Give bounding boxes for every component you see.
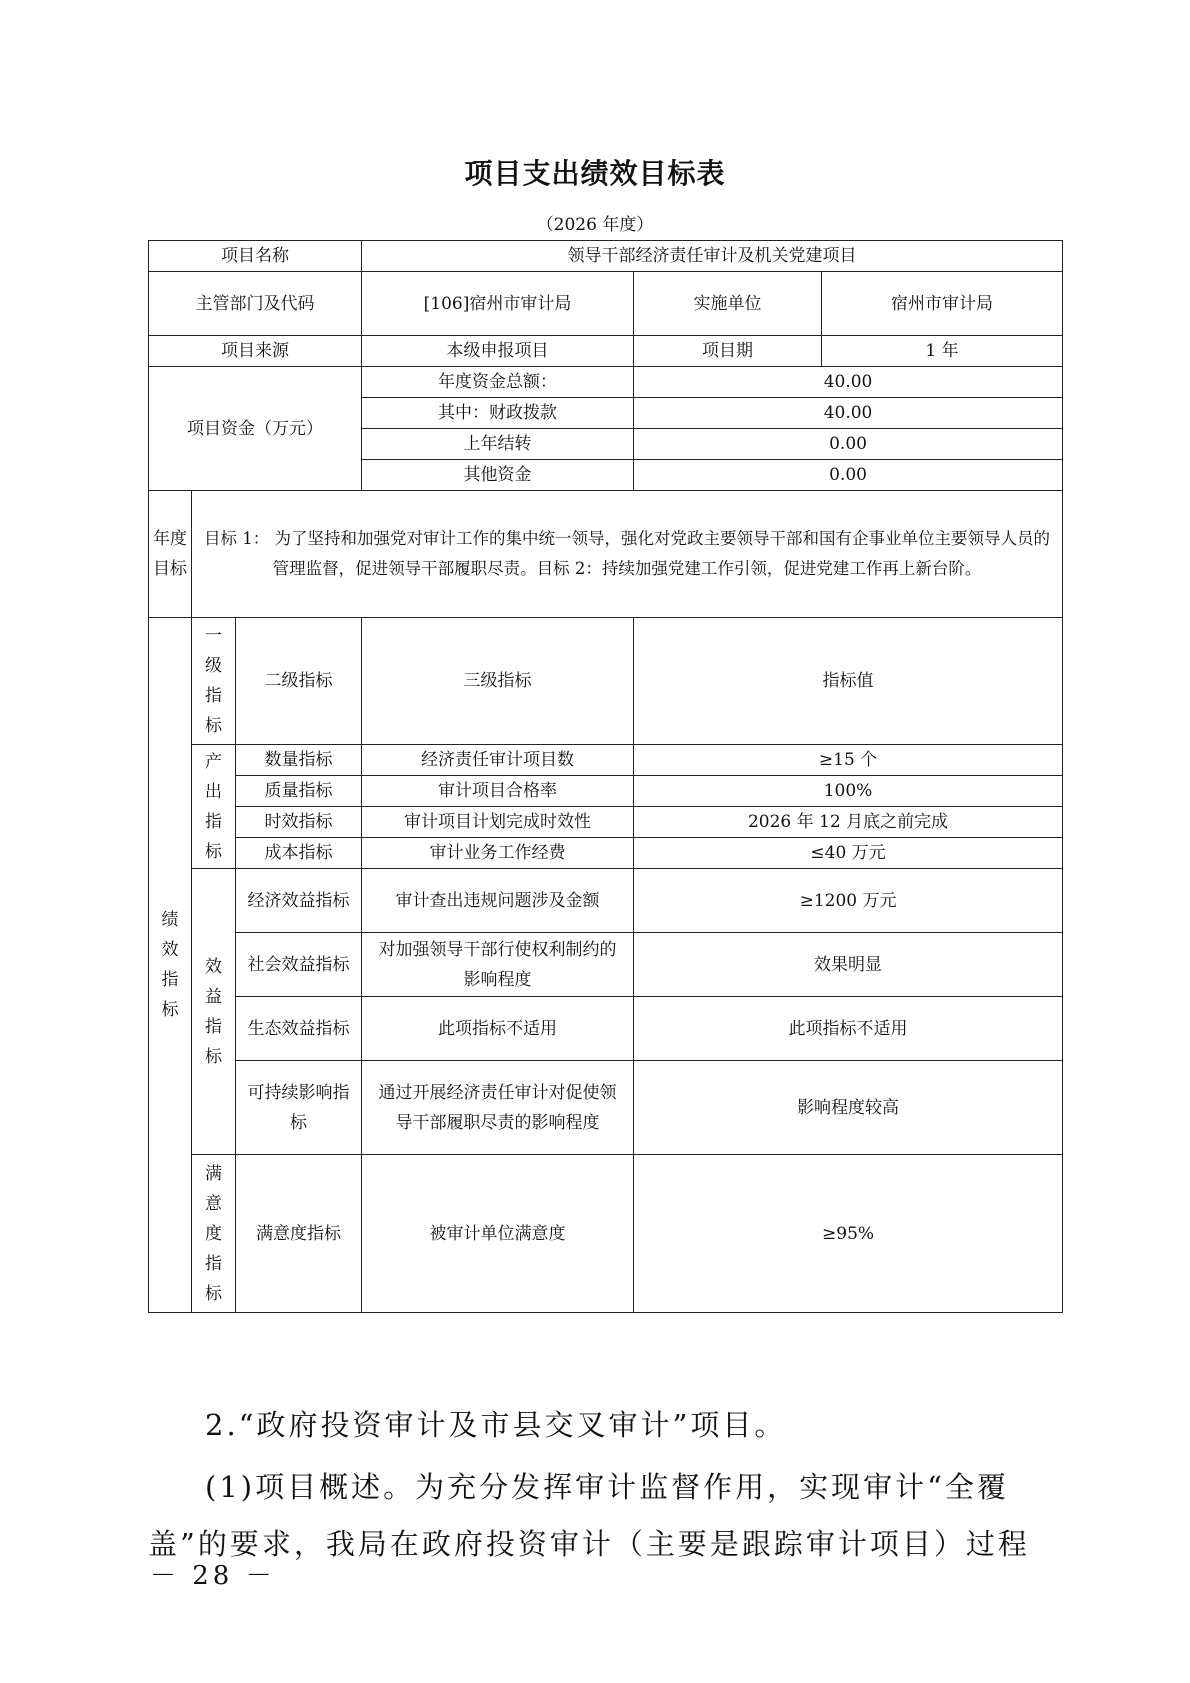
benefit-l2: 生态效益指标	[236, 997, 362, 1061]
value-header: 指标值	[634, 618, 1063, 745]
funds-carryover-label: 上年结转	[362, 429, 634, 460]
funds-carryover-value: 0.00	[634, 429, 1063, 460]
benefit-l3: 审计查出违规问题涉及金额	[362, 869, 634, 933]
level2-header: 二级指标	[236, 618, 362, 745]
funds-total-label: 年度资金总额：	[362, 367, 634, 398]
output-l3: 经济责任审计项目数	[362, 745, 634, 776]
level3-header: 三级指标	[362, 618, 634, 745]
output-l2: 成本指标	[236, 838, 362, 869]
period-label: 项目期	[634, 336, 822, 367]
output-group-label: 产出指标	[192, 745, 236, 869]
annual-goal-text: 目标 1： 为了坚持和加强党对审计工作的集中统一领导，强化对党政主要领导干部和国有企事业单位主要领导人员的管理监督，促进领导干部履职尽责。目标 2：持续加强党建工作引领，促进党建工作再上新台阶。	[192, 491, 1063, 618]
table-row	[149, 933, 1063, 997]
benefit-l3: 此项指标不适用	[362, 997, 634, 1061]
benefit-group-label: 效益指标	[192, 869, 236, 1155]
table-row	[149, 869, 1063, 933]
table-row	[149, 336, 1063, 367]
table-row	[149, 776, 1063, 807]
output-l3: 审计业务工作经费	[362, 838, 634, 869]
project-name-value: 领导干部经济责任审计及机关党建项目	[362, 241, 1063, 272]
table-row	[149, 807, 1063, 838]
funds-fiscal-value: 40.00	[634, 398, 1063, 429]
output-l2: 时效指标	[236, 807, 362, 838]
output-value: ≤40 万元	[634, 838, 1063, 869]
funds-other-value: 0.00	[634, 460, 1063, 491]
impl-unit-label: 实施单位	[634, 272, 822, 336]
satisfaction-l3: 被审计单位满意度	[362, 1155, 634, 1313]
output-value: 100%	[634, 776, 1063, 807]
table-row	[149, 367, 1063, 398]
table-row	[149, 1155, 1063, 1313]
page-title: 项目支出绩效目标表	[464, 157, 726, 190]
satisfaction-group-label: 满意度指标	[192, 1155, 236, 1313]
benefit-value: 效果明显	[634, 933, 1063, 997]
benefit-l2: 经济效益指标	[236, 869, 362, 933]
output-l3: 审计项目计划完成时效性	[362, 807, 634, 838]
table-row	[149, 618, 1063, 745]
table-row	[149, 745, 1063, 776]
benefit-value: 影响程度较高	[634, 1061, 1063, 1155]
source-value: 本级申报项目	[362, 336, 634, 367]
output-l2: 质量指标	[236, 776, 362, 807]
output-l3: 审计项目合格率	[362, 776, 634, 807]
output-value: 2026 年 12 月底之前完成	[634, 807, 1063, 838]
perf-indicators-label: 绩效指标	[149, 618, 192, 1313]
table-row	[149, 272, 1063, 336]
table-row	[149, 491, 1063, 618]
benefit-value: 此项指标不适用	[634, 997, 1063, 1061]
benefit-l2: 可持续影响指标	[236, 1061, 362, 1155]
level1-header: 一级指标	[192, 618, 236, 745]
table-row	[149, 997, 1063, 1061]
benefit-value: ≥1200 万元	[634, 869, 1063, 933]
project-name-label: 项目名称	[149, 241, 362, 272]
page-number: － 28 －	[150, 1561, 276, 1591]
department-label: 主管部门及代码	[149, 272, 362, 336]
annual-goal-label: 年度目标	[149, 491, 192, 618]
impl-unit-value: 宿州市审计局	[822, 272, 1063, 336]
funds-fiscal-label: 其中：财政拨款	[362, 398, 634, 429]
table-row	[149, 838, 1063, 869]
source-label: 项目来源	[149, 336, 362, 367]
benefit-l2: 社会效益指标	[236, 933, 362, 997]
funds-other-label: 其他资金	[362, 460, 634, 491]
department-value: [106]宿州市审计局	[362, 272, 634, 336]
benefit-l3: 对加强领导干部行使权利制约的影响程度	[362, 933, 634, 997]
page-subtitle: （2026 年度）	[536, 215, 654, 235]
output-value: ≥15 个	[634, 745, 1063, 776]
benefit-l3: 通过开展经济责任审计对促使领导干部履职尽责的影响程度	[362, 1061, 634, 1155]
output-l2: 数量指标	[236, 745, 362, 776]
table-row	[149, 1061, 1063, 1155]
body-line-1: (1)项目概述。为充分发挥审计监督作用，实现审计“全覆	[205, 1470, 1009, 1504]
funds-total-value: 40.00	[634, 367, 1063, 398]
period-value: 1 年	[822, 336, 1063, 367]
performance-table	[148, 240, 1063, 1313]
funds-label: 项目资金（万元）	[149, 367, 362, 491]
body-line-2: 盖”的要求，我局在政府投资审计（主要是跟踪审计项目）过程	[148, 1527, 1030, 1561]
table-row	[149, 241, 1063, 272]
section-heading: 2.“政府投资审计及市县交叉审计”项目。	[205, 1408, 787, 1442]
satisfaction-value: ≥95%	[634, 1155, 1063, 1313]
satisfaction-l2: 满意度指标	[236, 1155, 362, 1313]
